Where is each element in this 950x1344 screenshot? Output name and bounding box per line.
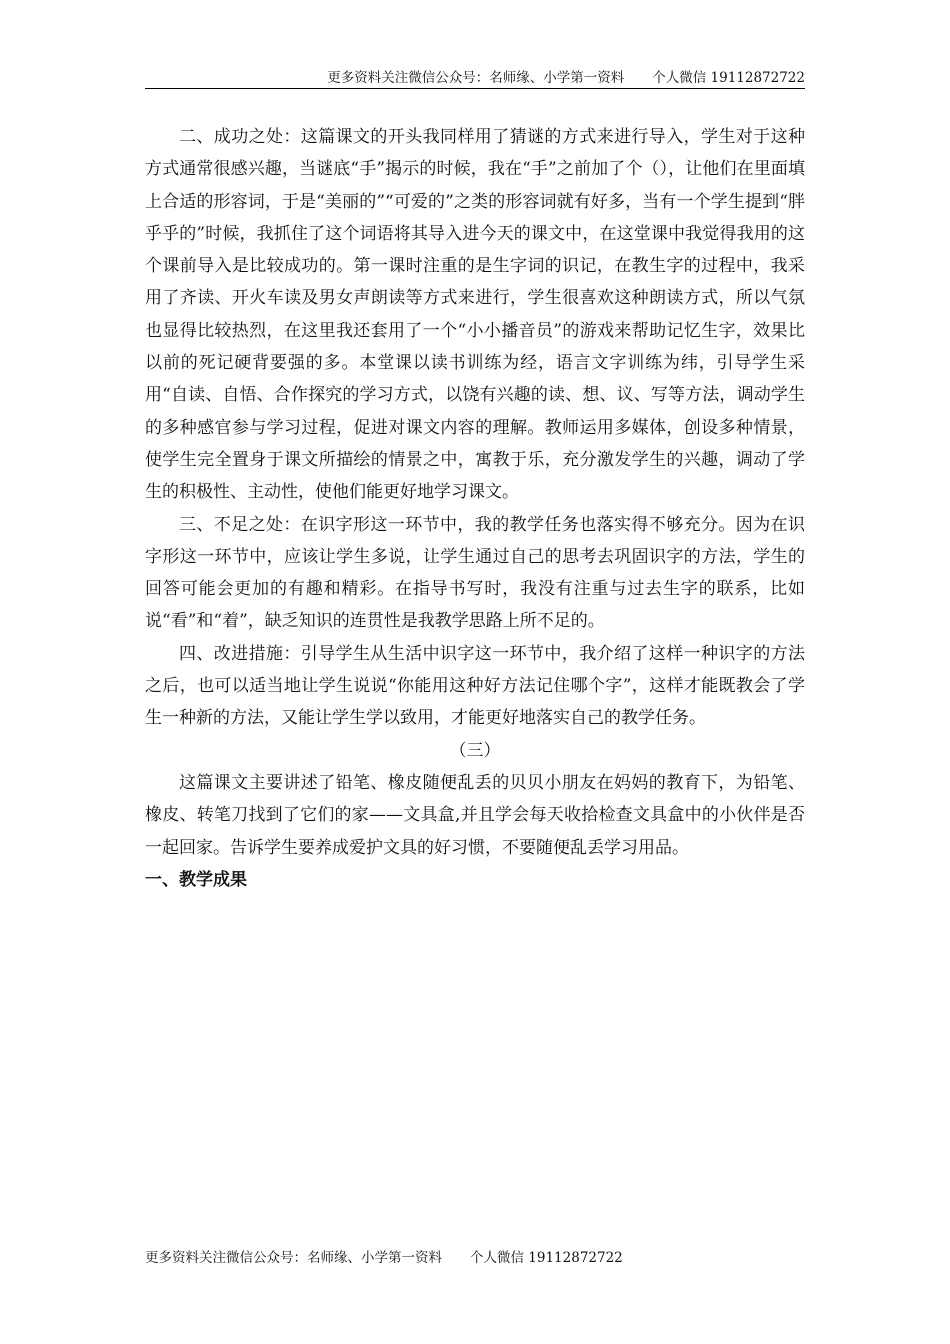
footer-source-text: 更多资料关注微信公众号：名师缘、小学第一资料 <box>145 1250 442 1266</box>
footer-contact-text: 个人微信 19112872722 <box>470 1250 623 1266</box>
section-marker: （三） <box>449 740 501 761</box>
paragraph-improvements: 四、改进措施：引导学生从生活中识字这一环节中，我介绍了这样一种识字的方法之后，也可以适当地让学生说说“你能用这种好方法记住哪个字”，这样才能既教会了学生一种新的方法，又能让学生学以致用，才能更好地落实自己的教学任务。 <box>145 643 805 729</box>
document-body <box>145 121 805 896</box>
section-heading: 一、教学成果 <box>145 869 247 890</box>
paragraph-shortcomings: 三、不足之处：在识字形这一环节中，我的教学任务也落实得不够充分。因为在识字形这一环节中，应该让学生多说，让学生通过自己的思考去巩固识字的方法，学生的回答可能会更加的有趣和精彩。在指导书写时，我没有注重与过去生字的联系，比如说“看”和“着”，缺乏知识的连贯性是我教学思路上所不足的。 <box>145 514 805 632</box>
page-header <box>145 66 805 88</box>
header-divider <box>145 88 805 89</box>
paragraph-success: 二、成功之处：这篇课文的开头我同样用了猜谜的方式来进行导入，学生对于这种方式通常很感兴趣，当谜底“手”揭示的时候，我在“手”之前加了个（），让他们在里面填上合适的形容词，于是“美丽的”“可爱的”之类的形容词就有好多，当有一个学生提到“胖乎乎的”时候，我抓住了这个词语将其导入进今天的课文中，在这堂课中我觉得我用的这个课前导入是比较成功的。第一课时注重的是生字词的识记，在教生字的过程中，我采用了齐读、开火车读及男女声朗读等方式来进行，学生很喜欢这种朗读方式，所以气氛也显得比较热烈，在这里我还套用了一个“小小播音员”的游戏来帮助记忆生字，效果比以前的死记硬背要强的多。本堂课以读书训练为经，语言文字训练为纬，引导学生采用“自读、自悟、合作探究的学习方式，以饶有兴趣的读、想、议、写等方法，调动学生的多种感官参与学习过程，促进对课文内容的理解。教师运用多媒体，创设多种情景，使学生完全置身于课文所描绘的情景之中，寓教于乐，充分激发学生的兴趣，调动了学生的积极性、主动性，使他们能更好地学习课文。 <box>145 127 805 503</box>
paragraph-lesson-summary: 这篇课文主要讲述了铅笔、橡皮随便乱丢的贝贝小朋友在妈妈的教育下，为铅笔、橡皮、转笔刀找到了它们的家——文具盒,并且学会每天收拾检查文具盒中的小伙伴是否一起回家。告诉学生要养成爱护文具的好习惯，不要随便乱丢学习用品。 <box>145 772 805 858</box>
header-source-text: 更多资料关注微信公众号：名师缘、小学第一资料 <box>327 70 625 86</box>
header-contact-text: 个人微信 19112872722 <box>652 70 805 86</box>
page-footer <box>145 1246 623 1266</box>
